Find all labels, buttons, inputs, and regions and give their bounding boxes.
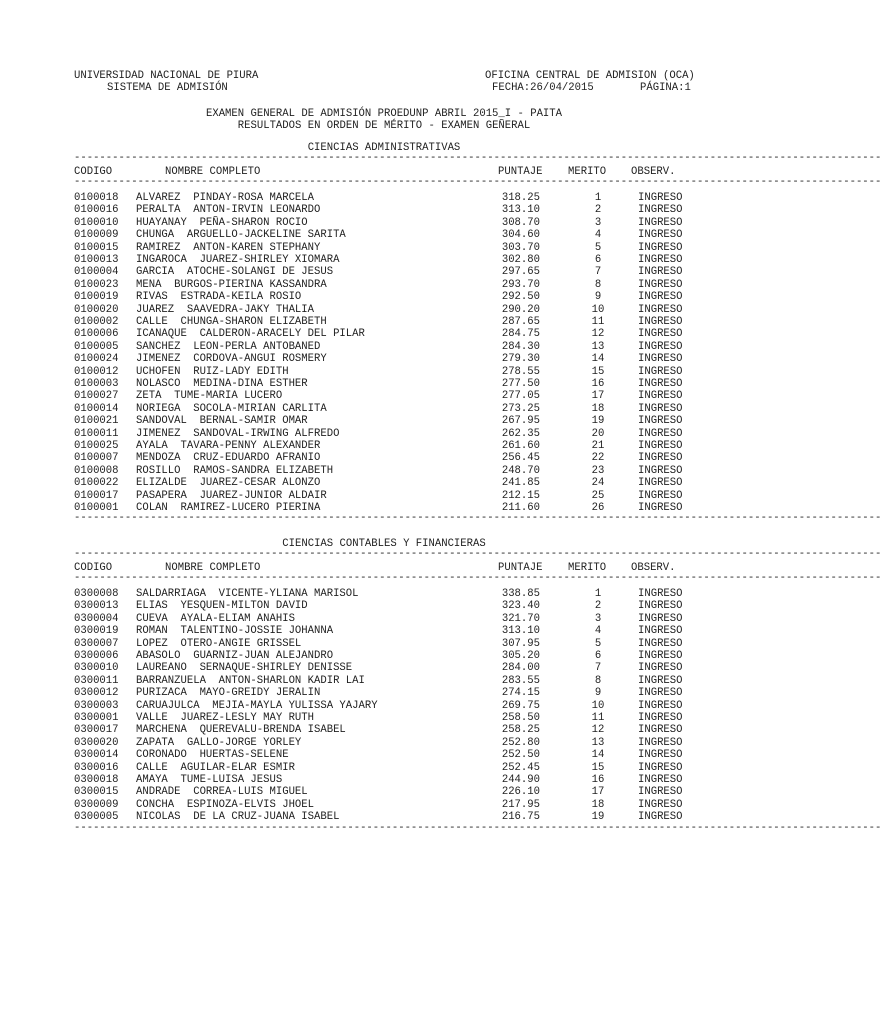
table-row [0, 378, 768, 390]
cell-code: 0300016 [74, 761, 119, 774]
cell-obs: INGRESO [638, 811, 683, 824]
cell-merit: 25 [591, 489, 605, 502]
cell-name: LOPEZ OTERO-ANGIE GRISSEL [136, 637, 302, 650]
section-title: CIENCIAS CONTABLES Y FINANCIERAS [282, 538, 486, 550]
cell-merit: 16 [591, 378, 605, 390]
cell-obs: INGRESO [638, 216, 683, 229]
cell-score: 252.80 [501, 736, 540, 749]
cell-name: MARCHENA QUEREVALU-BRENDA ISABEL [136, 724, 346, 737]
cell-code: 0300004 [74, 612, 119, 625]
cell-merit: 4 [594, 625, 602, 638]
cell-name: JIMENEZ CORDOVA-ANGUI ROSMERY [136, 353, 327, 366]
table-row [0, 638, 768, 650]
report-date: FECHA:26/04/2015 [492, 82, 594, 94]
table-row [0, 700, 768, 712]
cell-score: 261.60 [501, 440, 540, 452]
table-row [0, 490, 768, 502]
cell-merit: 17 [591, 786, 605, 799]
cell-name: CALLE CHUNGA-SHARON ELIZABETH [136, 316, 327, 328]
cell-name: CALLE AGUILAR-ELAR ESMIR [136, 761, 295, 774]
cell-name: ANDRADE CORREA-LUIS MIGUEL [136, 786, 308, 799]
cell-obs: INGRESO [638, 712, 683, 724]
cell-name: CONCHA ESPINOZA-ELVIS JHOEL [136, 798, 315, 811]
cell-code: 0300018 [74, 774, 119, 786]
cell-merit: 19 [591, 811, 605, 824]
cell-merit: 13 [591, 736, 605, 749]
cell-code: 0100010 [74, 216, 119, 229]
cell-code: 0100014 [74, 402, 119, 415]
cell-name: ZETA TUME-MARIA LUCERO [136, 390, 283, 403]
cell-score: 258.25 [501, 724, 540, 737]
cell-score: 313.10 [501, 625, 540, 638]
cell-obs: INGRESO [638, 427, 683, 440]
cell-merit: 7 [594, 662, 602, 675]
university-name: UNIVERSIDAD NACIONAL DE PIURA [74, 70, 259, 82]
cell-obs: INGRESO [638, 625, 683, 638]
cell-name: LAUREANO SERNAQUE-SHIRLEY DENISSE [136, 662, 353, 675]
cell-code: 0100015 [74, 241, 119, 254]
cell-code: 0100018 [74, 192, 119, 204]
cell-code: 0300009 [74, 798, 119, 811]
cell-obs: INGRESO [638, 415, 683, 428]
cell-name: CORONADO HUERTAS-SELENE [136, 749, 289, 762]
table-row [0, 687, 768, 699]
table-row [0, 291, 768, 303]
table-row [0, 428, 768, 440]
cell-obs: INGRESO [638, 266, 683, 279]
cell-code: 0300005 [74, 811, 119, 824]
table-row [0, 600, 768, 612]
cell-obs: INGRESO [638, 612, 683, 625]
cell-code: 0100013 [74, 254, 119, 266]
cell-code: 0300001 [74, 712, 119, 724]
cell-obs: INGRESO [638, 353, 683, 366]
cell-score: 262.35 [501, 427, 540, 440]
cell-obs: INGRESO [638, 316, 683, 328]
cell-code: 0100017 [74, 489, 119, 502]
cell-merit: 3 [594, 612, 602, 625]
table-row [0, 204, 768, 216]
cell-code: 0100006 [74, 328, 119, 341]
cell-code: 0100007 [74, 452, 119, 465]
cell-obs: INGRESO [638, 254, 683, 266]
cell-code: 0100022 [74, 477, 119, 490]
cell-code: 0300003 [74, 699, 119, 712]
table-row [0, 675, 768, 687]
table-row [0, 662, 768, 674]
column-header-obs: OBSERV. [631, 562, 676, 574]
cell-score: 278.55 [501, 365, 540, 378]
cell-merit: 15 [591, 761, 605, 774]
cell-name: ABASOLO GUARNIZ-JUAN ALEJANDRO [136, 650, 334, 662]
separator-line: ------------------------------------------------------------------------------------------------------------------------------- [74, 152, 881, 164]
cell-code: 0300020 [74, 736, 119, 749]
cell-score: 252.50 [501, 749, 540, 762]
cell-code: 0100002 [74, 316, 119, 328]
cell-merit: 9 [594, 291, 602, 304]
cell-obs: INGRESO [638, 291, 683, 304]
cell-obs: INGRESO [638, 786, 683, 799]
cell-name: NICOLAS DE LA CRUZ-JUANA ISABEL [136, 811, 340, 824]
column-header-merit: MERITO [568, 166, 607, 178]
cell-code: 0100009 [74, 229, 119, 242]
cell-score: 284.00 [501, 662, 540, 675]
cell-obs: INGRESO [638, 489, 683, 502]
table-row [0, 588, 768, 600]
cell-obs: INGRESO [638, 798, 683, 811]
cell-name: ELIAS YESQUEN-MILTON DAVID [136, 600, 308, 613]
cell-score: 244.90 [501, 774, 540, 786]
table-row [0, 650, 768, 662]
cell-merit: 5 [594, 637, 602, 650]
cell-obs: INGRESO [638, 278, 683, 291]
cell-code: 0300014 [74, 749, 119, 762]
cell-merit: 1 [594, 588, 602, 600]
column-header-code: CODIGO [74, 166, 113, 178]
cell-merit: 17 [591, 390, 605, 403]
cell-score: 313.10 [501, 204, 540, 217]
cell-score: 258.50 [501, 712, 540, 724]
cell-obs: INGRESO [638, 588, 683, 600]
cell-obs: INGRESO [638, 390, 683, 403]
cell-obs: INGRESO [638, 674, 683, 687]
cell-code: 0100025 [74, 440, 119, 452]
cell-score: 277.05 [501, 390, 540, 403]
cell-merit: 20 [591, 427, 605, 440]
cell-merit: 18 [591, 798, 605, 811]
cell-name: VALLE JUAREZ-LESLY MAY RUTH [136, 712, 315, 724]
cell-obs: INGRESO [638, 464, 683, 477]
cell-merit: 12 [591, 724, 605, 737]
cell-code: 0100023 [74, 278, 119, 291]
cell-obs: INGRESO [638, 328, 683, 341]
cell-obs: INGRESO [638, 241, 683, 254]
cell-score: 267.95 [501, 415, 540, 428]
cell-score: 212.15 [501, 489, 540, 502]
cell-name: INGAROCA JUAREZ-SHIRLEY XIOMARA [136, 254, 340, 266]
cell-obs: INGRESO [638, 749, 683, 762]
results-title: RESULTADOS EN ORDEN DE MÉRITO - EXAMEN GEÑERAL [237, 120, 531, 132]
cell-merit: 26 [591, 502, 605, 514]
cell-score: 217.95 [501, 798, 540, 811]
separator-line: ------------------------------------------------------------------------------------------------------------------------------- [74, 548, 881, 560]
cell-merit: 18 [591, 402, 605, 415]
cell-score: 305.20 [501, 650, 540, 662]
cell-code: 0100016 [74, 204, 119, 217]
separator-line: ------------------------------------------------------------------------------------------------------------------------------- [74, 821, 881, 834]
cell-score: 248.70 [501, 464, 540, 477]
cell-merit: 21 [591, 440, 605, 452]
table-row [0, 465, 768, 477]
section-title: CIENCIAS ADMINISTRATIVAS [307, 142, 461, 154]
exam-title: EXAMEN GENERAL DE ADMISIÓN PROEDUNP ABRIL 2015_I - PAITA [205, 108, 562, 120]
cell-obs: INGRESO [638, 378, 683, 390]
cell-score: 304.60 [501, 229, 540, 242]
table-row [0, 266, 768, 278]
cell-code: 0100005 [74, 340, 119, 353]
cell-score: 283.55 [501, 674, 540, 687]
column-header-score: PUNTAJE [498, 166, 543, 178]
cell-merit: 6 [594, 254, 602, 266]
cell-obs: INGRESO [638, 340, 683, 353]
table-row [0, 613, 768, 625]
cell-obs: INGRESO [638, 600, 683, 613]
cell-merit: 15 [591, 365, 605, 378]
cell-code: 0300011 [74, 674, 119, 687]
cell-obs: INGRESO [638, 303, 683, 316]
cell-code: 0300010 [74, 662, 119, 675]
cell-name: NORIEGA SOCOLA-MIRIAN CARLITA [136, 402, 327, 415]
table-row [0, 192, 768, 204]
cell-merit: 11 [591, 712, 605, 724]
table-row [0, 724, 768, 736]
cell-score: 226.10 [501, 786, 540, 799]
cell-merit: 4 [594, 229, 602, 242]
cell-score: 302.80 [501, 254, 540, 266]
column-header-score: PUNTAJE [498, 562, 543, 574]
column-header-merit: MERITO [568, 562, 607, 574]
cell-score: 308.70 [501, 216, 540, 229]
cell-score: 277.50 [501, 378, 540, 390]
cell-merit: 10 [591, 303, 605, 316]
table-row [0, 762, 768, 774]
table-row [0, 799, 768, 811]
table-row [0, 403, 768, 415]
cell-score: 284.30 [501, 340, 540, 353]
cell-name: JIMENEZ SANDOVAL-IRWING ALFREDO [136, 427, 340, 440]
table-row [0, 415, 768, 427]
cell-name: MENDOZA CRUZ-EDUARDO AFRANIO [136, 452, 321, 465]
table-row [0, 390, 768, 402]
cell-obs: INGRESO [638, 365, 683, 378]
cell-obs: INGRESO [638, 402, 683, 415]
table-row [0, 328, 768, 340]
cell-score: 297.65 [501, 266, 540, 279]
cell-score: 318.25 [501, 192, 540, 204]
cell-name: PURIZACA MAYO-GREIDY JERALIN [136, 687, 321, 700]
cell-code: 0300008 [74, 588, 119, 600]
office-name: OFICINA CENTRAL DE ADMISION (OCA) [485, 70, 695, 82]
cell-obs: INGRESO [638, 502, 683, 514]
cell-code: 0100027 [74, 390, 119, 403]
cell-score: 287.65 [501, 316, 540, 328]
cell-name: CHUNGA ARGUELLO-JACKELINE SARITA [136, 229, 346, 242]
cell-merit: 24 [591, 477, 605, 490]
cell-code: 0300019 [74, 625, 119, 638]
cell-obs: INGRESO [638, 440, 683, 452]
cell-merit: 10 [591, 699, 605, 712]
cell-name: CARUAJULCA MEJIA-MAYLA YULISSA YAJARY [136, 699, 378, 712]
table-row [0, 242, 768, 254]
column-header-obs: OBSERV. [631, 166, 676, 178]
cell-code: 0100012 [74, 365, 119, 378]
cell-name: RAMIREZ ANTON-KAREN STEPHANY [136, 241, 321, 254]
cell-obs: INGRESO [638, 192, 683, 204]
cell-merit: 11 [591, 316, 605, 328]
cell-merit: 2 [594, 204, 602, 217]
cell-score: 290.20 [501, 303, 540, 316]
cell-name: JUAREZ SAAVEDRA-JAKY THALIA [136, 303, 315, 316]
cell-name: SANDOVAL BERNAL-SAMIR OMAR [136, 415, 308, 428]
table-row [0, 749, 768, 761]
cell-merit: 23 [591, 464, 605, 477]
table-row [0, 737, 768, 749]
cell-merit: 14 [591, 749, 605, 762]
cell-obs: INGRESO [638, 229, 683, 242]
cell-merit: 5 [594, 241, 602, 254]
cell-code: 0300015 [74, 786, 119, 799]
cell-name: UCHOFEN RUIZ-LADY EDITH [136, 365, 289, 378]
column-header-name: NOMBRE COMPLETO [165, 166, 261, 178]
column-header-code: CODIGO [74, 562, 113, 574]
cell-obs: INGRESO [638, 724, 683, 737]
cell-merit: 2 [594, 600, 602, 613]
cell-code: 0300017 [74, 724, 119, 737]
cell-obs: INGRESO [638, 761, 683, 774]
cell-name: RIVAS ESTRADA-KEILA ROSIO [136, 291, 302, 304]
separator-line: ------------------------------------------------------------------------------------------------------------------------------- [74, 572, 881, 584]
table-row [0, 440, 768, 452]
cell-obs: INGRESO [638, 687, 683, 700]
cell-obs: INGRESO [638, 699, 683, 712]
cell-code: 0100019 [74, 291, 119, 304]
cell-name: MENA BURGOS-PIERINA KASSANDRA [136, 278, 327, 291]
table-row [0, 774, 768, 786]
cell-merit: 8 [594, 674, 602, 687]
cell-merit: 22 [591, 452, 605, 465]
cell-obs: INGRESO [638, 650, 683, 662]
cell-obs: INGRESO [638, 477, 683, 490]
cell-merit: 6 [594, 650, 602, 662]
cell-code: 0100024 [74, 353, 119, 366]
cell-merit: 13 [591, 340, 605, 353]
cell-name: PERALTA ANTON-IRVIN LEONARDO [136, 204, 321, 217]
table-row [0, 341, 768, 353]
cell-obs: INGRESO [638, 774, 683, 786]
cell-code: 0300013 [74, 600, 119, 613]
cell-code: 0100011 [74, 427, 119, 440]
table-row [0, 217, 768, 229]
separator-line: ------------------------------------------------------------------------------------------------------------------------------- [74, 176, 881, 188]
system-name: SISTEMA DE ADMISIÓN [107, 82, 228, 94]
cell-name: BARRANZUELA ANTON-SHARLON KADIR LAI [136, 674, 365, 687]
cell-score: 293.70 [501, 278, 540, 291]
cell-code: 0300012 [74, 687, 119, 700]
page-number: PÁGINA:1 [640, 82, 691, 94]
table-row [0, 452, 768, 464]
cell-code: 0100021 [74, 415, 119, 428]
cell-obs: INGRESO [638, 637, 683, 650]
separator-line: ------------------------------------------------------------------------------------------------------------------------------- [74, 512, 881, 525]
cell-code: 0300007 [74, 637, 119, 650]
cell-score: 284.75 [501, 328, 540, 341]
cell-score: 303.70 [501, 241, 540, 254]
table-row [0, 366, 768, 378]
cell-name: ELIZALDE JUAREZ-CESAR ALONZO [136, 477, 321, 490]
table-row [0, 316, 768, 328]
cell-code: 0100004 [74, 266, 119, 279]
column-header-name: NOMBRE COMPLETO [165, 562, 261, 574]
cell-code: 0300006 [74, 650, 119, 662]
cell-merit: 8 [594, 278, 602, 291]
cell-score: 321.70 [501, 612, 540, 625]
cell-name: HUAYANAY PEÑA-SHARON ROCIO [136, 216, 308, 229]
cell-score: 269.75 [501, 699, 540, 712]
cell-score: 338.85 [501, 588, 540, 600]
cell-code: 0100001 [74, 502, 119, 514]
table-row [0, 786, 768, 798]
cell-name: PASAPERA JUAREZ-JUNIOR ALDAIR [136, 489, 327, 502]
cell-merit: 16 [591, 774, 605, 786]
cell-merit: 14 [591, 353, 605, 366]
cell-merit: 12 [591, 328, 605, 341]
cell-name: ROSILLO RAMOS-SANDRA ELIZABETH [136, 464, 334, 477]
cell-merit: 1 [594, 192, 602, 204]
table-row [0, 304, 768, 316]
cell-score: 241.85 [501, 477, 540, 490]
cell-score: 307.95 [501, 637, 540, 650]
cell-score: 273.25 [501, 402, 540, 415]
cell-score: 279.30 [501, 353, 540, 366]
cell-name: COLAN RAMIREZ-LUCERO PIERINA [136, 502, 321, 514]
cell-merit: 3 [594, 216, 602, 229]
cell-merit: 19 [591, 415, 605, 428]
table-row [0, 477, 768, 489]
cell-merit: 7 [594, 266, 602, 279]
cell-code: 0100020 [74, 303, 119, 316]
cell-code: 0100003 [74, 378, 119, 390]
cell-name: CUEVA AYALA-ELIAM ANAHIS [136, 612, 295, 625]
table-row [0, 279, 768, 291]
cell-name: ZAPATA GALLO-JORGE YORLEY [136, 736, 302, 749]
cell-score: 216.75 [501, 811, 540, 824]
cell-obs: INGRESO [638, 662, 683, 675]
table-row [0, 353, 768, 365]
cell-name: SANCHEZ LEON-PERLA ANTOBANED [136, 340, 321, 353]
table-row [0, 254, 768, 266]
table-row [0, 229, 768, 241]
cell-name: GARCIA ATOCHE-SOLANGI DE JESUS [136, 266, 334, 279]
cell-name: SALDARRIAGA VICENTE-YLIANA MARISOL [136, 588, 359, 600]
table-row [0, 712, 768, 724]
cell-obs: INGRESO [638, 204, 683, 217]
cell-name: NOLASCO MEDINA-DINA ESTHER [136, 378, 308, 390]
cell-score: 252.45 [501, 761, 540, 774]
cell-score: 256.45 [501, 452, 540, 465]
cell-score: 292.50 [501, 291, 540, 304]
cell-name: AYALA TAVARA-PENNY ALEXANDER [136, 440, 321, 452]
cell-name: AMAYA TUME-LUISA JESUS [136, 774, 283, 786]
cell-obs: INGRESO [638, 452, 683, 465]
cell-merit: 9 [594, 687, 602, 700]
cell-name: ICANAQUE CALDERON-ARACELY DEL PILAR [136, 328, 365, 341]
cell-name: ALVAREZ PINDAY-ROSA MARCELA [136, 192, 315, 204]
cell-score: 323.40 [501, 600, 540, 613]
cell-score: 274.15 [501, 687, 540, 700]
cell-name: ROMAN TALENTINO-JOSSIE JOHANNA [136, 625, 334, 638]
cell-obs: INGRESO [638, 736, 683, 749]
cell-score: 211.60 [501, 502, 540, 514]
table-row [0, 625, 768, 637]
cell-code: 0100008 [74, 464, 119, 477]
